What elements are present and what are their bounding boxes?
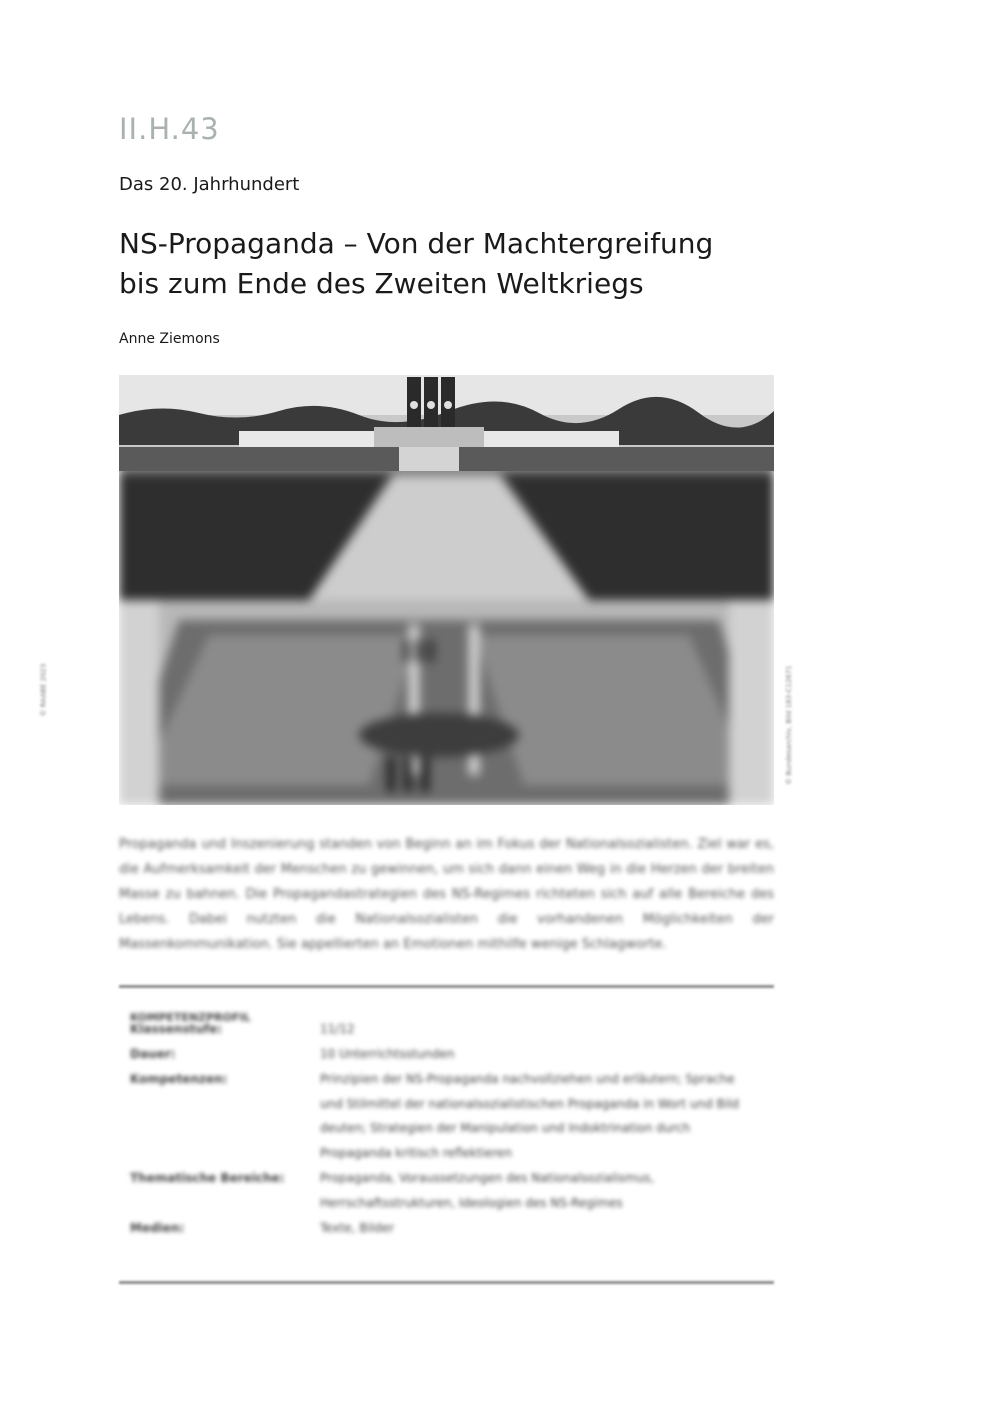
rally-photo-top <box>119 375 774 471</box>
author: Anne Ziemons <box>119 331 220 347</box>
rally-photo <box>119 375 774 805</box>
side-note-left: © RAABE 2023 <box>39 663 47 717</box>
row-value: Prinzipien der NS-Propaganda nachvollziehen und erläutern; Sprache und Stilmittel der nationalsozialistischen Propaganda in Wort und Bild deuten; Strategien der Manipulation und Indoktrination durch Propaganda kritisch reflektieren <box>320 1072 740 1160</box>
row-label: Dauer: <box>130 1047 176 1061</box>
competence-box-title: KOMPETENZPROFIL <box>130 1011 251 1024</box>
document-title <box>119 224 819 304</box>
photo-credit: © Bundesarchiv, Bild 183-C12671 <box>785 665 794 785</box>
row-label: Klassenstufe: <box>130 1022 223 1036</box>
intro-text: Propaganda und Inszenierung standen von Beginn an im Fokus der Nationalsozialisten. Ziel war es, die Aufmerksamkeit der Menschen zu gewinnen, um sich dann einen Weg in die Herzen der breiten Masse zu bahnen. Die Propagandastrategien des NS-Regimes richteten sich auf alle Bereiche des Lebens. Dabei nutzten die Nationalsozialisten die vorhandenen Möglichkeiten der Massenkommunikation. Sie appellierten an Emotionen mithilfe wenige Schlagworte. <box>119 837 774 952</box>
document-code: II.H.43 <box>119 112 220 146</box>
divider-bottom <box>119 1281 774 1284</box>
row-value: 10 Unterrichtsstunden <box>320 1047 455 1061</box>
row-label: Thematische Bereiche: <box>130 1171 285 1185</box>
row-label: Kompetenzen: <box>130 1072 228 1086</box>
title-line-2: bis zum Ende des Zweiten Weltkriegs <box>119 267 644 300</box>
row-label: Medien: <box>130 1221 185 1235</box>
row-value: 11/12 <box>320 1022 355 1036</box>
title-line-1: NS-Propaganda – Von der Machtergreifung <box>119 227 714 260</box>
section-heading: Das 20. Jahrhundert <box>119 174 300 195</box>
row-value: Texte, Bilder <box>320 1221 395 1235</box>
divider-top <box>119 985 774 988</box>
row-value: Propaganda, Voraussetzungen des Nationalsozialismus, Herrschaftsstrukturen, Ideologien des NS-Regimes <box>320 1171 655 1210</box>
